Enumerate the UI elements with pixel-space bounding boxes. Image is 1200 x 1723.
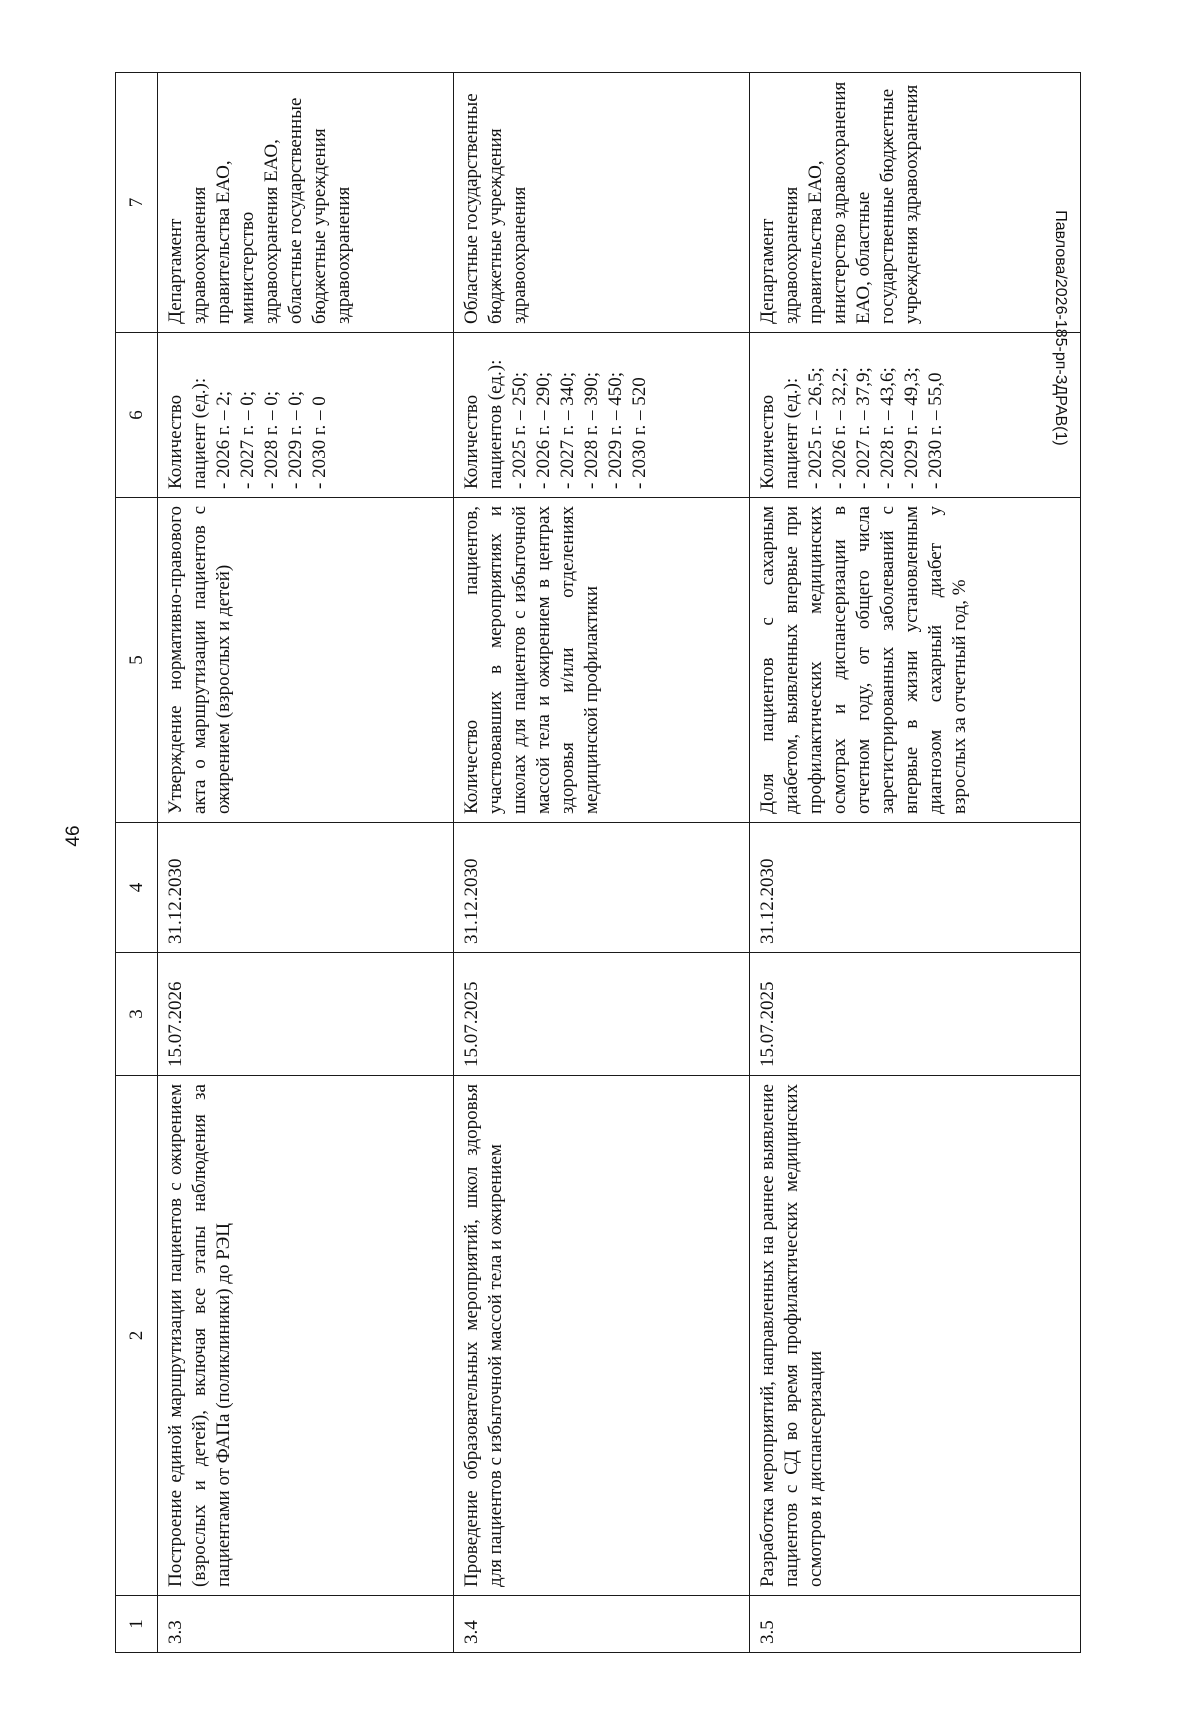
end-date: 31.12.2030	[750, 823, 1081, 953]
header-col-7: 7	[116, 73, 158, 333]
event-description: Построение единой маршрутизации пациентов с ожирением (взрослых и детей), включая все этапы наблюдения за пациентами от ФАПа (поликлиники) до РЭЦ	[158, 1076, 454, 1596]
header-col-6: 6	[116, 333, 158, 498]
header-row	[116, 73, 158, 1653]
activities-table	[115, 72, 1081, 1653]
indicator-value: Количество пациент (ед.): - 2026 г. – 2; - 2027 г. – 0; - 2028 г. – 0; - 2029 г. – 0; - 2030 г. – 0	[158, 333, 454, 498]
event-description: Проведение образовательных мероприятий, школ здоровья для пациентов с избыточной массой тела и ожирением	[454, 1076, 750, 1596]
indicator-value: Количество пациент (ед.): - 2025 г. – 26,5; - 2026 г. – 32,2; - 2027 г. – 37,9; - 2028 г. – 43,6; - 2029 г. – 49,3; - 2030 г. – 55,0	[750, 333, 1081, 498]
row-number: 3.3	[158, 1596, 454, 1653]
row-number: 3.4	[454, 1596, 750, 1653]
responsible: Департамент здравоохранения правительства ЕАО, министерство здравоохранения ЕАО, областные государственные бюджетные учреждения здравоохранения	[158, 73, 454, 333]
indicator: Утверждение нормативно-правового акта о маршрутизации пациентов с ожирением (взрослых и детей)	[158, 498, 454, 823]
start-date: 15.07.2026	[158, 953, 454, 1076]
header-col-1: 1	[116, 1596, 158, 1653]
event-description: Разработка мероприятий, направленных на раннее выявление пациентов с СД во время профилактических медицинских осмотров и диспансеризации	[750, 1076, 1081, 1596]
header-col-4: 4	[116, 823, 158, 953]
page-number: 46	[63, 825, 84, 847]
header-col-5: 5	[116, 498, 158, 823]
responsible: Областные государственные бюджетные учреждения здравоохранения	[454, 73, 750, 333]
end-date: 31.12.2030	[454, 823, 750, 953]
header-col-2: 2	[116, 1076, 158, 1596]
document-id: Павлова/2026-185-рп-ЗДРАВ(1)	[1052, 210, 1069, 446]
table-row	[158, 73, 454, 1653]
indicator-value: Количество пациентов (ед.): - 2025 г. – 250; - 2026 г. – 290; - 2027 г. – 340; - 2028 г. – 390; - 2029 г. – 450; - 2030 г. – 520	[454, 333, 750, 498]
rotated-table-container	[115, 73, 1081, 1653]
start-date: 15.07.2025	[750, 953, 1081, 1076]
header-col-3: 3	[116, 953, 158, 1076]
indicator: Количество пациентов, участвовавших в мероприятиях и школах для пациентов с избыточной массой тела и ожирением в центрах здоровья и/или отделениях медицинской профилактики	[454, 498, 750, 823]
responsible: Департамент здравоохранения правительства ЕАО, инистерство здравоохранения ЕАО, областные государственные бюджетные учреждения здравоохранения	[750, 73, 1081, 333]
end-date: 31.12.2030	[158, 823, 454, 953]
indicator: Доля пациентов с сахарным диабетом, выявленных впервые при профилактических медицинских осмотрах и диспансеризации в отчетном году, от общего числа зарегистрированных заболеваний с впервые в жизни установленным диагнозом сахарный диабет у взрослых за отчетный год, %	[750, 498, 1081, 823]
table-row	[454, 73, 750, 1653]
start-date: 15.07.2025	[454, 953, 750, 1076]
row-number: 3.5	[750, 1596, 1081, 1653]
table-row	[750, 73, 1081, 1653]
